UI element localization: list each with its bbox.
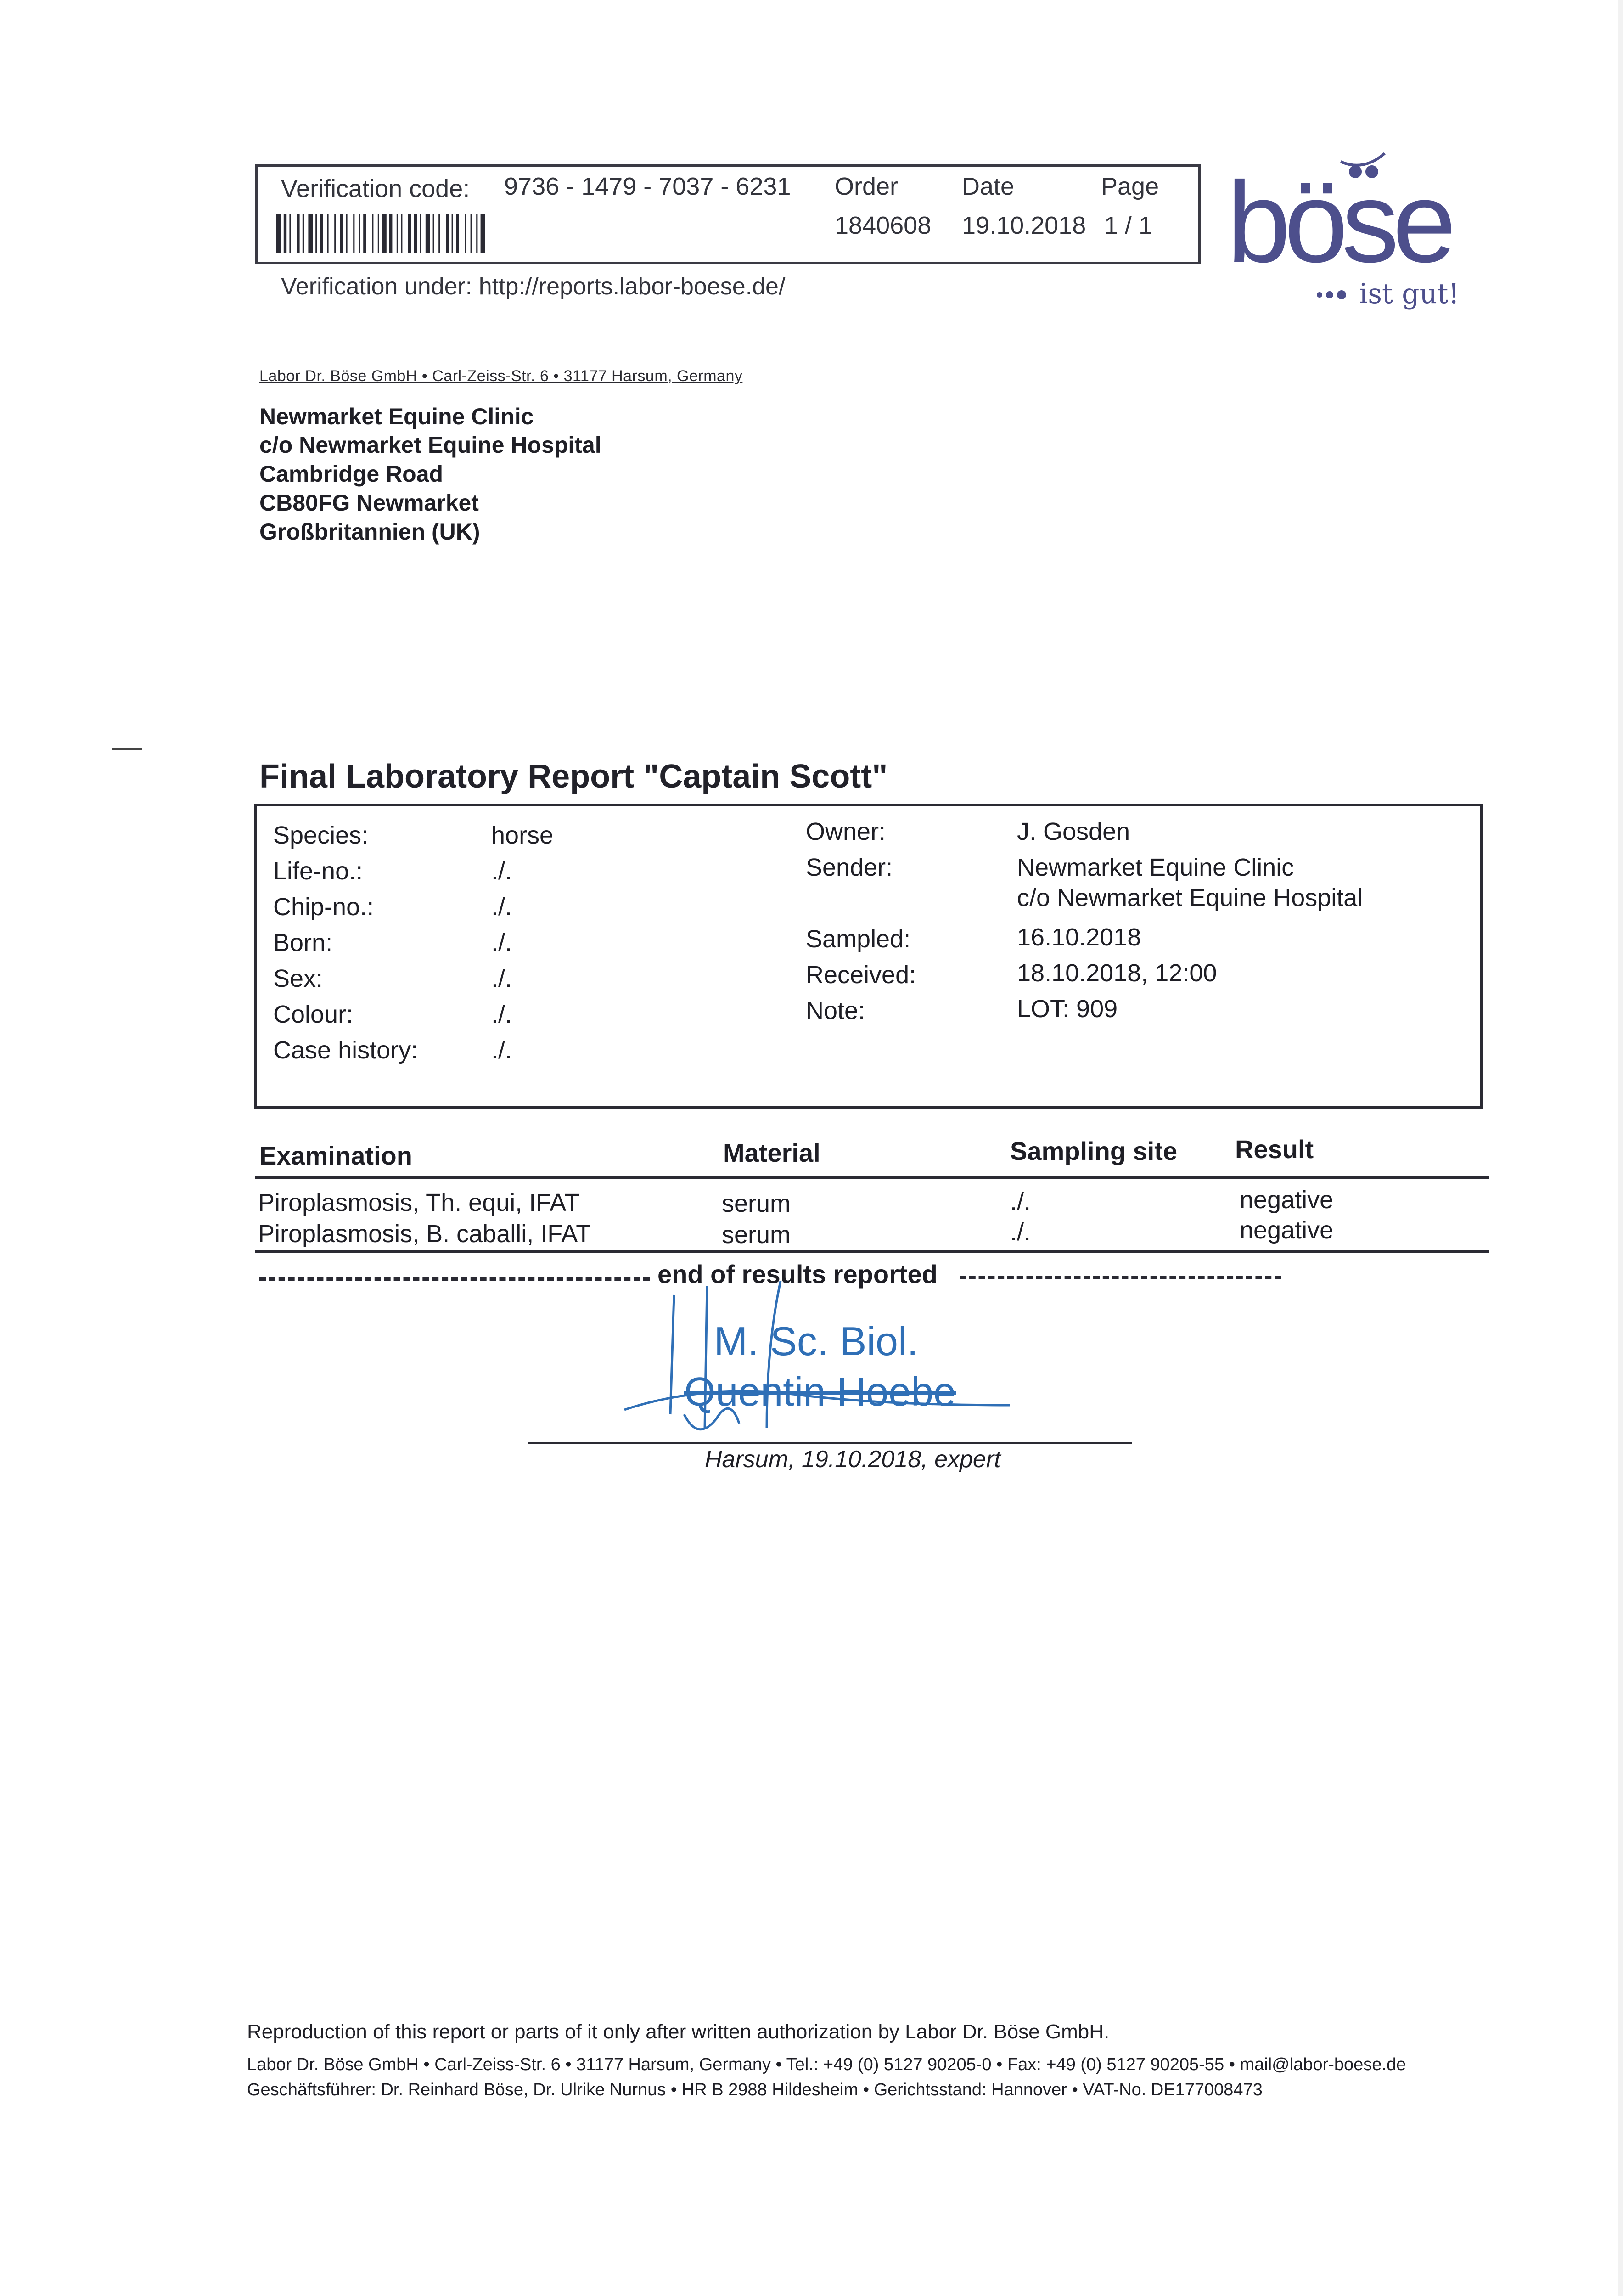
barcode-bar <box>363 214 366 253</box>
species-value: horse <box>491 822 554 849</box>
signature-title: M. Sc. Biol. <box>714 1318 918 1364</box>
logo-tagline: ist gut! <box>1359 278 1460 310</box>
order-label: Order <box>835 173 899 200</box>
col-header-material: Material <box>723 1138 820 1167</box>
barcode-bar <box>303 214 304 253</box>
fold-mark <box>112 748 142 750</box>
barcode-bar <box>372 214 373 253</box>
date-value: 19.10.2018 <box>962 212 1086 239</box>
barcode-bar <box>382 214 387 253</box>
recipient-line-2: c/o Newmarket Equine Hospital <box>259 432 601 458</box>
verification-code: 9736 - 1479 - 7037 - 6231 <box>504 173 791 200</box>
barcode-bar <box>389 214 392 253</box>
sender-label: Sender: <box>806 854 893 881</box>
verification-url-line: Verification under: http://reports.labor-boese.de/ <box>281 273 786 300</box>
barcode-bar <box>359 214 360 253</box>
case-history-value: ./. <box>491 1036 512 1064</box>
barcode-bar <box>465 214 466 253</box>
recipient-line-5: Großbritannien (UK) <box>259 519 480 545</box>
barcode-bar <box>297 214 299 253</box>
barcode-bar <box>320 214 323 253</box>
sampled-label: Sampled: <box>806 925 911 953</box>
result-row-2-examination: Piroplasmosis, B. caballi, IFAT <box>258 1220 591 1248</box>
signature-rule <box>528 1442 1132 1444</box>
end-dash-left <box>259 1277 650 1281</box>
boese-logo <box>1226 152 1483 317</box>
signature-caption: Harsum, 19.10.2018, expert <box>705 1446 1001 1473</box>
result-row-1-examination: Piroplasmosis, Th. equi, IFAT <box>258 1189 580 1216</box>
colour-value: ./. <box>491 1001 512 1028</box>
sender-value-1: Newmarket Equine Clinic <box>1017 854 1294 881</box>
footer-company-info: Geschäftsführer: Dr. Reinhard Böse, Dr. Ulrike Nurnus • HR B 2988 Hildesheim • Gerichtsstand: Hannover • VAT-No. DE177008473 <box>247 2080 1263 2099</box>
sender-address-line: Labor Dr. Böse GmbH • Carl-Zeiss-Str. 6 • 31177 Harsum, Germany <box>259 367 743 385</box>
barcode-bar <box>476 214 477 253</box>
barcode-bar <box>401 214 402 253</box>
result-row-1-result: negative <box>1240 1186 1334 1214</box>
recipient-line-1: Newmarket Equine Clinic <box>259 404 534 429</box>
chip-no-label: Chip-no.: <box>273 893 374 921</box>
result-row-2-material: serum <box>722 1221 791 1249</box>
barcode-bar <box>334 214 336 253</box>
barcode-bar <box>346 214 347 253</box>
sex-label: Sex: <box>273 965 323 992</box>
owner-value: J. Gosden <box>1017 818 1130 845</box>
result-row-1-material: serum <box>722 1190 791 1217</box>
barcode-bar <box>315 214 317 253</box>
col-header-sampling-site: Sampling site <box>1010 1137 1178 1165</box>
results-bottom-rule <box>255 1250 1489 1253</box>
logo-wordmark: böse <box>1227 158 1450 286</box>
note-value: LOT: 909 <box>1017 995 1118 1023</box>
barcode-bar <box>426 214 430 253</box>
barcode-bar <box>452 214 453 253</box>
life-no-label: Life-no.: <box>273 857 363 885</box>
barcode-bar <box>308 214 313 253</box>
result-row-2-site: ./. <box>1010 1218 1031 1246</box>
date-label: Date <box>962 173 1015 200</box>
barcode-bar <box>276 214 281 253</box>
born-value: ./. <box>491 929 512 957</box>
chip-no-value: ./. <box>491 893 512 921</box>
born-label: Born: <box>273 929 333 957</box>
page-label: Page <box>1101 173 1159 200</box>
report-title: Final Laboratory Report "Captain Scott" <box>259 758 888 795</box>
barcode-bar <box>397 214 398 253</box>
footer-reproduction-note: Reproduction of this report or parts of it only after written authorization by Labor Dr. Böse GmbH. <box>247 2020 1110 2043</box>
barcode-bar <box>446 214 449 253</box>
barcode-bar <box>327 214 328 253</box>
note-label: Note: <box>806 997 865 1024</box>
barcode-bar <box>289 214 291 253</box>
logo-graphic <box>1226 152 1483 317</box>
signature-block <box>615 1277 1028 1442</box>
owner-label: Owner: <box>806 818 886 845</box>
received-label: Received: <box>806 961 916 989</box>
colour-label: Colour: <box>273 1001 354 1028</box>
recipient-line-3: Cambridge Road <box>259 461 444 487</box>
scan-edge <box>1618 0 1623 2296</box>
barcode-bar <box>433 214 434 253</box>
patient-info-box <box>254 804 1483 1109</box>
recipient-line-4: CB80FG Newmarket <box>259 490 479 516</box>
end-of-results-label: end of results reported <box>657 1260 938 1289</box>
species-label: Species: <box>273 822 369 849</box>
barcode-bar <box>420 214 421 253</box>
footer-address: Labor Dr. Böse GmbH • Carl-Zeiss-Str. 6 • 31177 Harsum, Germany • Tel.: +49 (0) 5127 90205-0 • Fax: +49 (0) 5127 90205-55 • mail@labor-boese.de <box>247 2055 1406 2074</box>
received-value: 18.10.2018, 12:00 <box>1017 959 1217 987</box>
signature-name: Quentin Hoebe <box>684 1369 956 1414</box>
col-header-result: Result <box>1235 1135 1314 1164</box>
barcode-bar <box>456 214 459 253</box>
sampled-value: 16.10.2018 <box>1017 923 1141 951</box>
barcode-bar <box>353 214 354 253</box>
barcode-bar <box>471 214 472 253</box>
barcode-bar <box>378 214 379 253</box>
results-header-rule <box>255 1176 1489 1179</box>
barcode-bar <box>438 214 440 253</box>
barcode-bar <box>340 214 343 253</box>
sex-value: ./. <box>491 965 512 992</box>
page-value: 1 / 1 <box>1104 212 1153 239</box>
order-value: 1840608 <box>835 212 932 239</box>
barcode-bar <box>408 214 411 253</box>
barcode-bar <box>481 214 485 253</box>
barcode <box>276 214 583 253</box>
result-row-2-result: negative <box>1240 1216 1334 1244</box>
case-history-label: Case history: <box>273 1036 418 1064</box>
result-row-1-site: ./. <box>1010 1188 1031 1216</box>
verification-code-label: Verification code: <box>281 175 470 203</box>
barcode-bar <box>414 214 417 253</box>
barcode-bar <box>284 214 286 253</box>
sender-value-2: c/o Newmarket Equine Hospital <box>1017 884 1363 912</box>
col-header-examination: Examination <box>259 1141 412 1170</box>
life-no-value: ./. <box>491 857 512 885</box>
